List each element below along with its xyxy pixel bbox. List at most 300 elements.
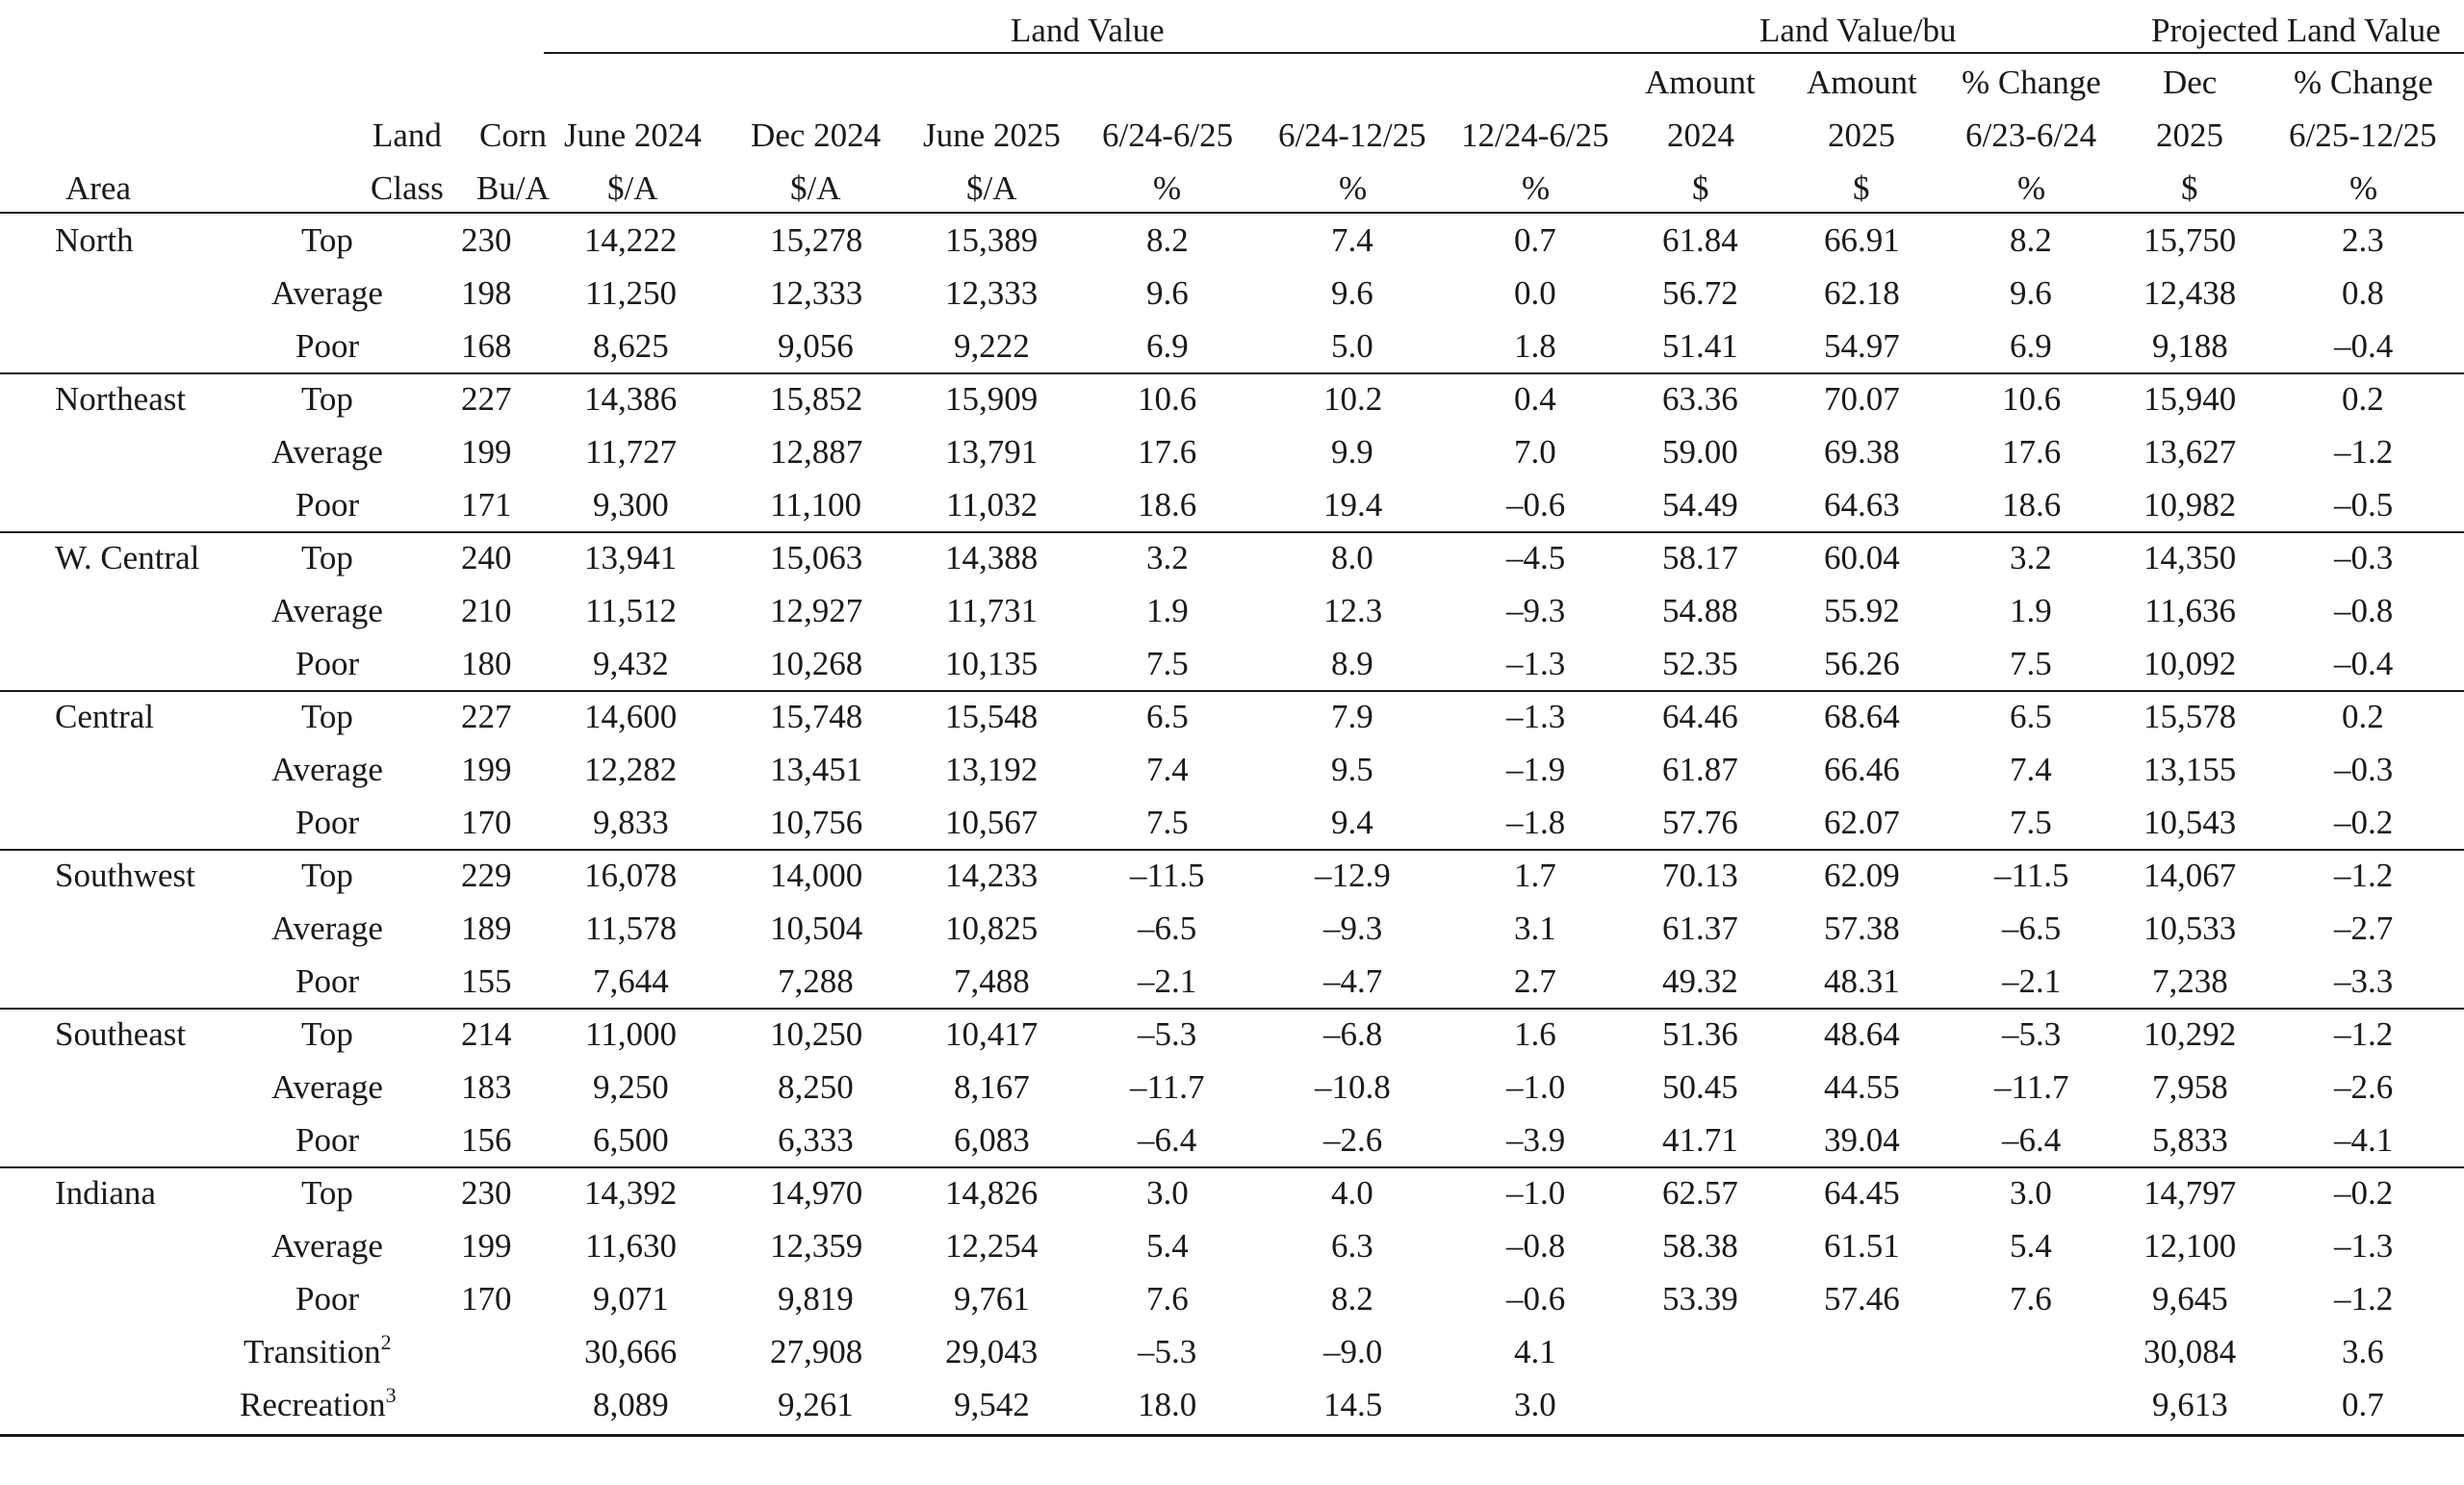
cell-corn-yield: 199 <box>461 751 512 788</box>
column-header-area: Area <box>65 169 132 207</box>
cell-amount-2025: 60.04 <box>1824 539 1900 576</box>
cell-projected-dec-2025: 10,533 <box>2143 909 2237 947</box>
cell-june-2024: 11,512 <box>585 592 677 629</box>
cell-dec-2024: 6,333 <box>778 1121 854 1159</box>
land-class-label: Average <box>271 1068 383 1106</box>
cell-june-2024: 8,089 <box>593 1386 669 1423</box>
cell-change-6-24-12-25: 12.3 <box>1323 592 1383 629</box>
cell-amount-2024: 63.36 <box>1662 380 1738 418</box>
cell-change-12-24-6-25: –0.8 <box>1506 1227 1566 1265</box>
cell-projected-change: 0.8 <box>2342 274 2384 312</box>
land-class-label: Poor <box>295 645 360 682</box>
cell-change-12-24-6-25: 1.6 <box>1514 1015 1556 1053</box>
cell-change-12-24-6-25: 0.0 <box>1514 274 1556 312</box>
cell-change-6-24-6-25: –5.3 <box>1138 1015 1197 1053</box>
cell-amount-2025: 66.46 <box>1824 751 1900 788</box>
area-separator-rule <box>0 1008 2464 1010</box>
cell-change-12-24-6-25: 3.1 <box>1514 909 1556 947</box>
cell-june-2025: 14,826 <box>945 1174 1039 1212</box>
cell-corn-yield: 180 <box>461 645 512 682</box>
cell-change-6-24-12-25: 8.2 <box>1331 1280 1373 1318</box>
cell-amount-2024: 49.32 <box>1662 962 1738 1000</box>
cell-dec-2024: 15,063 <box>770 539 863 576</box>
cell-june-2025: 13,791 <box>945 433 1039 471</box>
cell-change-6-24-6-25: –2.1 <box>1138 962 1197 1000</box>
cell-change-6-24-12-25: 4.0 <box>1331 1174 1373 1212</box>
cell-dec-2024: 12,887 <box>770 433 863 471</box>
cell-projected-change: 0.2 <box>2342 380 2384 418</box>
cell-dec-2024: 14,970 <box>770 1174 863 1212</box>
cell-corn-yield: 227 <box>461 698 512 735</box>
cell-change-6-24-6-25: 18.6 <box>1138 486 1197 524</box>
area-separator-rule <box>0 849 2464 851</box>
cell-projected-change: –0.4 <box>2334 327 2394 365</box>
cell-june-2025: 6,083 <box>954 1121 1030 1159</box>
land-class-label: Top <box>301 1015 353 1053</box>
cell-corn-yield: 210 <box>461 592 512 629</box>
land-class-label: Poor <box>295 486 360 524</box>
cell-projected-dec-2025: 14,797 <box>2143 1174 2237 1212</box>
cell-bu-change-6-23-6-24: 6.9 <box>2010 327 2052 365</box>
cell-june-2025: 15,548 <box>945 698 1039 735</box>
cell-change-6-24-6-25: 7.6 <box>1146 1280 1189 1318</box>
cell-amount-2024: 64.46 <box>1662 698 1738 735</box>
cell-june-2024: 11,630 <box>585 1227 677 1265</box>
land-class-label: Transition$^2$ <box>244 1330 392 1370</box>
cell-amount-2024: 56.72 <box>1662 274 1738 312</box>
cell-change-12-24-6-25: 0.4 <box>1514 380 1556 418</box>
cell-amount-2025: 62.18 <box>1824 274 1900 312</box>
cell-dec-2024: 14,000 <box>770 857 863 894</box>
column-header-change-6-24-12-25: 6/24-12/25 <box>1278 116 1426 154</box>
cell-june-2024: 14,222 <box>584 221 678 259</box>
cell-bu-change-6-23-6-24: 5.4 <box>2010 1227 2052 1265</box>
cell-change-6-24-12-25: 8.9 <box>1331 645 1373 682</box>
cell-june-2025: 29,043 <box>945 1333 1039 1370</box>
cell-change-6-24-12-25: 6.3 <box>1331 1227 1373 1265</box>
cell-dec-2024: 10,504 <box>770 909 863 947</box>
column-header-change-6-24-6-25: % <box>1153 169 1182 207</box>
cell-bu-change-6-23-6-24: 1.9 <box>2010 592 2052 629</box>
cell-change-12-24-6-25: 0.7 <box>1514 221 1556 259</box>
cell-june-2025: 7,488 <box>954 962 1030 1000</box>
cell-change-6-24-6-25: 18.0 <box>1138 1386 1197 1423</box>
area-name: Central <box>55 698 155 735</box>
cell-bu-change-6-23-6-24: 17.6 <box>2002 433 2062 471</box>
area-name: Southwest <box>55 857 195 894</box>
cell-amount-2024: 61.37 <box>1662 909 1738 947</box>
cell-projected-dec-2025: 13,627 <box>2143 433 2237 471</box>
cell-amount-2024: 59.00 <box>1662 433 1738 471</box>
land-class-label: Top <box>301 221 353 259</box>
cell-june-2025: 10,567 <box>945 804 1039 841</box>
cell-change-12-24-6-25: –1.9 <box>1506 751 1566 788</box>
cell-projected-change: –0.8 <box>2334 592 2394 629</box>
cell-projected-dec-2025: 11,636 <box>2144 592 2236 629</box>
cell-change-6-24-6-25: –5.3 <box>1138 1333 1197 1370</box>
cell-corn-yield: 171 <box>461 486 512 524</box>
area-name: Northeast <box>55 380 187 418</box>
column-header-dec-2024: $/A <box>790 169 841 207</box>
cell-change-6-24-12-25: 7.9 <box>1331 698 1373 735</box>
cell-projected-change: –0.3 <box>2334 539 2394 576</box>
cell-corn-yield: 199 <box>461 433 512 471</box>
cell-june-2024: 6,500 <box>593 1121 669 1159</box>
cell-dec-2024: 8,250 <box>778 1068 854 1106</box>
column-header-projected-dec-2025: $ <box>2181 169 2198 207</box>
land-class-label: Poor <box>295 962 360 1000</box>
cell-amount-2024: 50.45 <box>1662 1068 1738 1106</box>
cell-dec-2024: 10,268 <box>770 645 863 682</box>
land-class-label: Average <box>271 909 383 947</box>
cell-june-2024: 11,727 <box>585 433 677 471</box>
cell-projected-dec-2025: 14,067 <box>2143 857 2237 894</box>
cell-june-2024: 11,578 <box>585 909 677 947</box>
land-class-label: Top <box>301 1174 353 1212</box>
cell-amount-2025: 66.91 <box>1824 221 1900 259</box>
cell-projected-dec-2025: 30,084 <box>2143 1333 2237 1370</box>
table-bottom-rule <box>0 1434 2464 1437</box>
cell-change-6-24-6-25: –11.7 <box>1130 1068 1205 1106</box>
cell-june-2025: 14,233 <box>945 857 1039 894</box>
cell-change-6-24-12-25: 19.4 <box>1323 486 1383 524</box>
footnote-marker: 2 <box>380 1330 392 1354</box>
cell-june-2025: 10,417 <box>945 1015 1039 1053</box>
cell-change-6-24-6-25: 3.2 <box>1146 539 1189 576</box>
land-class-label: Recreation$^3$ <box>240 1383 397 1423</box>
cell-amount-2024: 51.36 <box>1662 1015 1738 1053</box>
cell-change-12-24-6-25: –4.5 <box>1506 539 1566 576</box>
cell-change-6-24-6-25: 6.5 <box>1146 698 1189 735</box>
group-header-projected-land-value: Projected Land Value <box>2151 12 2441 49</box>
cell-projected-change: –1.2 <box>2334 433 2394 471</box>
cell-corn-yield: 168 <box>461 327 512 365</box>
cell-june-2025: 12,254 <box>945 1227 1039 1265</box>
group-header-land-value-bu: Land Value/bu <box>1759 12 1957 49</box>
column-header-projected-dec-2025: 2025 <box>2156 116 2223 154</box>
column-header-change-6-24-6-25: 6/24-6/25 <box>1102 116 1234 154</box>
cell-june-2024: 12,282 <box>584 751 678 788</box>
cell-change-6-24-12-25: 5.0 <box>1331 327 1373 365</box>
area-name: North <box>55 221 134 259</box>
cell-amount-2025: 61.51 <box>1824 1227 1900 1265</box>
land-class-label: Average <box>271 1227 383 1265</box>
cell-dec-2024: 9,819 <box>778 1280 854 1318</box>
cell-change-12-24-6-25: –1.3 <box>1506 698 1566 735</box>
cell-june-2025: 15,909 <box>945 380 1039 418</box>
cell-change-6-24-6-25: 9.6 <box>1146 274 1189 312</box>
cell-amount-2025: 56.26 <box>1824 645 1900 682</box>
cell-dec-2024: 15,278 <box>770 221 863 259</box>
cell-amount-2024: 54.49 <box>1662 486 1738 524</box>
column-header-corn-yield: Corn <box>479 116 547 154</box>
cell-change-6-24-6-25: –6.4 <box>1138 1121 1197 1159</box>
cell-june-2025: 9,222 <box>954 327 1030 365</box>
column-header-change-6-24-12-25: % <box>1339 169 1368 207</box>
cell-june-2025: 9,542 <box>954 1386 1030 1423</box>
cell-june-2025: 13,192 <box>945 751 1039 788</box>
area-name: Southeast <box>55 1015 187 1053</box>
cell-june-2024: 7,644 <box>593 962 669 1000</box>
cell-bu-change-6-23-6-24: –11.5 <box>1994 857 2069 894</box>
cell-amount-2024: 54.88 <box>1662 592 1738 629</box>
column-header-amount-2024: $ <box>1692 169 1709 207</box>
cell-bu-change-6-23-6-24: 6.5 <box>2010 698 2052 735</box>
cell-projected-dec-2025: 5,833 <box>2152 1121 2228 1159</box>
cell-june-2024: 9,300 <box>593 486 669 524</box>
cell-dec-2024: 7,288 <box>778 962 854 1000</box>
cell-june-2025: 9,761 <box>954 1280 1030 1318</box>
cell-corn-yield: 155 <box>461 962 512 1000</box>
cell-change-12-24-6-25: 1.8 <box>1514 327 1556 365</box>
cell-dec-2024: 12,333 <box>770 274 863 312</box>
cell-bu-change-6-23-6-24: 7.5 <box>2010 804 2052 841</box>
cell-projected-change: –0.2 <box>2334 804 2394 841</box>
cell-dec-2024: 15,748 <box>770 698 863 735</box>
cell-change-6-24-6-25: 1.9 <box>1146 592 1189 629</box>
area-separator-rule <box>0 690 2464 692</box>
column-header-change-12-24-6-25: 12/24-6/25 <box>1461 116 1609 154</box>
cell-june-2025: 8,167 <box>954 1068 1030 1106</box>
cell-june-2025: 11,731 <box>946 592 1038 629</box>
cell-projected-change: 0.7 <box>2342 1386 2384 1423</box>
cell-projected-change: 3.6 <box>2342 1333 2384 1370</box>
land-class-label: Poor <box>295 804 360 841</box>
cell-change-12-24-6-25: 7.0 <box>1514 433 1556 471</box>
cell-amount-2025: 48.64 <box>1824 1015 1900 1053</box>
cell-june-2024: 11,000 <box>585 1015 677 1053</box>
column-header-amount-2025: Amount <box>1807 64 1917 101</box>
land-class-label: Average <box>271 274 383 312</box>
cell-projected-dec-2025: 7,238 <box>2152 962 2228 1000</box>
column-header-bu-change-6-23-6-24: 6/23-6/24 <box>1965 116 2097 154</box>
cell-change-12-24-6-25: 4.1 <box>1514 1333 1556 1370</box>
cell-projected-dec-2025: 15,940 <box>2143 380 2237 418</box>
cell-corn-yield: 183 <box>461 1068 512 1106</box>
cell-june-2024: 14,600 <box>584 698 678 735</box>
column-header-projected-change: 6/25-12/25 <box>2289 116 2437 154</box>
land-class-label: Poor <box>295 1121 360 1159</box>
cell-change-6-24-6-25: 8.2 <box>1146 221 1189 259</box>
cell-corn-yield: 189 <box>461 909 512 947</box>
column-header-amount-2024: Amount <box>1645 64 1756 101</box>
cell-projected-change: –0.4 <box>2334 645 2394 682</box>
cell-projected-dec-2025: 10,543 <box>2143 804 2237 841</box>
cell-corn-yield: 240 <box>461 539 512 576</box>
cell-corn-yield: 170 <box>461 804 512 841</box>
cell-change-6-24-12-25: –10.8 <box>1315 1068 1391 1106</box>
cell-bu-change-6-23-6-24: 3.2 <box>2010 539 2052 576</box>
column-header-amount-2025: $ <box>1853 169 1870 207</box>
cell-dec-2024: 12,359 <box>770 1227 863 1265</box>
cell-projected-dec-2025: 10,982 <box>2143 486 2237 524</box>
column-header-june-2024: $/A <box>607 169 658 207</box>
cell-amount-2024: 58.17 <box>1662 539 1738 576</box>
cell-amount-2025: 55.92 <box>1824 592 1900 629</box>
cell-projected-change: –1.3 <box>2334 1227 2394 1265</box>
column-header-bu-change-6-23-6-24: % Change <box>1962 64 2101 101</box>
land-class-label: Poor <box>295 1280 360 1318</box>
land-class-label: Top <box>301 698 353 735</box>
area-name: W. Central <box>55 539 200 576</box>
cell-projected-change: –3.3 <box>2334 962 2394 1000</box>
cell-bu-change-6-23-6-24: –5.3 <box>2002 1015 2062 1053</box>
cell-change-6-24-12-25: –9.0 <box>1323 1333 1383 1370</box>
area-separator-rule <box>0 531 2464 533</box>
cell-projected-dec-2025: 12,100 <box>2143 1227 2237 1265</box>
cell-projected-dec-2025: 7,958 <box>2152 1068 2228 1106</box>
cell-change-6-24-12-25: –6.8 <box>1323 1015 1383 1053</box>
cell-change-6-24-12-25: 9.6 <box>1331 274 1373 312</box>
column-header-corn-yield: Bu/A <box>476 169 550 207</box>
cell-projected-dec-2025: 15,750 <box>2143 221 2237 259</box>
cell-change-6-24-12-25: 14.5 <box>1323 1386 1383 1423</box>
cell-amount-2025: 62.07 <box>1824 804 1900 841</box>
cell-dec-2024: 15,852 <box>770 380 863 418</box>
cell-change-6-24-12-25: –2.6 <box>1323 1121 1383 1159</box>
cell-change-12-24-6-25: –0.6 <box>1506 486 1566 524</box>
cell-projected-change: –2.6 <box>2334 1068 2394 1106</box>
cell-corn-yield: 214 <box>461 1015 512 1053</box>
cell-amount-2024: 53.39 <box>1662 1280 1738 1318</box>
column-header-land-class: Land <box>372 116 442 154</box>
cell-projected-dec-2025: 10,292 <box>2143 1015 2237 1053</box>
cell-projected-change: –2.7 <box>2334 909 2394 947</box>
cell-change-12-24-6-25: –1.8 <box>1506 804 1566 841</box>
cell-change-6-24-6-25: 17.6 <box>1138 433 1197 471</box>
cell-amount-2025: 39.04 <box>1824 1121 1900 1159</box>
footnote-marker: 3 <box>385 1383 397 1407</box>
cell-june-2025: 10,135 <box>945 645 1039 682</box>
cell-projected-change: –0.5 <box>2334 486 2394 524</box>
cell-projected-dec-2025: 9,188 <box>2152 327 2228 365</box>
cell-change-12-24-6-25: –1.0 <box>1506 1068 1566 1106</box>
cell-june-2024: 9,833 <box>593 804 669 841</box>
cell-bu-change-6-23-6-24: 3.0 <box>2010 1174 2052 1212</box>
cell-june-2024: 14,392 <box>584 1174 678 1212</box>
cell-change-6-24-6-25: –6.5 <box>1138 909 1197 947</box>
cell-change-12-24-6-25: 3.0 <box>1514 1386 1556 1423</box>
column-header-bu-change-6-23-6-24: % <box>2017 169 2046 207</box>
group-header-rule <box>544 52 2464 54</box>
cell-june-2025: 10,825 <box>945 909 1039 947</box>
column-header-land-class: Class <box>371 169 444 207</box>
cell-amount-2025: 68.64 <box>1824 698 1900 735</box>
cell-amount-2025: 48.31 <box>1824 962 1900 1000</box>
cell-change-6-24-12-25: 9.5 <box>1331 751 1373 788</box>
cell-projected-change: –4.1 <box>2334 1121 2394 1159</box>
cell-change-12-24-6-25: 1.7 <box>1514 857 1556 894</box>
column-header-june-2025: $/A <box>966 169 1017 207</box>
column-header-dec-2024: Dec 2024 <box>751 116 882 154</box>
cell-june-2024: 14,386 <box>584 380 678 418</box>
cell-amount-2024: 62.57 <box>1662 1174 1738 1212</box>
cell-change-12-24-6-25: –9.3 <box>1506 592 1566 629</box>
cell-bu-change-6-23-6-24: 7.5 <box>2010 645 2052 682</box>
cell-corn-yield: 227 <box>461 380 512 418</box>
cell-change-6-24-6-25: –11.5 <box>1130 857 1205 894</box>
cell-corn-yield: 230 <box>461 1174 512 1212</box>
cell-projected-dec-2025: 9,613 <box>2152 1386 2228 1423</box>
column-header-projected-change: % <box>2349 169 2378 207</box>
land-class-label: Average <box>271 751 383 788</box>
cell-dec-2024: 13,451 <box>770 751 863 788</box>
cell-bu-change-6-23-6-24: –11.7 <box>1994 1068 2069 1106</box>
cell-bu-change-6-23-6-24: –2.1 <box>2002 962 2062 1000</box>
cell-amount-2025: 69.38 <box>1824 433 1900 471</box>
cell-projected-dec-2025: 10,092 <box>2143 645 2237 682</box>
cell-change-6-24-12-25: –12.9 <box>1315 857 1391 894</box>
cell-projected-dec-2025: 12,438 <box>2143 274 2237 312</box>
cell-corn-yield: 230 <box>461 221 512 259</box>
cell-amount-2025: 64.45 <box>1824 1174 1900 1212</box>
cell-corn-yield: 199 <box>461 1227 512 1265</box>
cell-dec-2024: 10,250 <box>770 1015 863 1053</box>
cell-amount-2024: 41.71 <box>1662 1121 1738 1159</box>
cell-june-2024: 13,941 <box>584 539 678 576</box>
cell-change-6-24-6-25: 10.6 <box>1138 380 1197 418</box>
cell-projected-change: –1.2 <box>2334 857 2394 894</box>
cell-corn-yield: 198 <box>461 274 512 312</box>
group-header-land-value: Land Value <box>1011 12 1165 49</box>
cell-bu-change-6-23-6-24: 7.6 <box>2010 1280 2052 1318</box>
cell-change-6-24-12-25: 8.0 <box>1331 539 1373 576</box>
land-class-label: Average <box>271 433 383 471</box>
cell-change-6-24-12-25: –9.3 <box>1323 909 1383 947</box>
cell-change-6-24-12-25: –4.7 <box>1323 962 1383 1000</box>
column-header-june-2025: June 2025 <box>923 116 1061 154</box>
cell-change-6-24-6-25: 7.5 <box>1146 645 1189 682</box>
cell-bu-change-6-23-6-24: 7.4 <box>2010 751 2052 788</box>
cell-june-2024: 9,250 <box>593 1068 669 1106</box>
cell-projected-change: –1.2 <box>2334 1015 2394 1053</box>
cell-change-6-24-6-25: 6.9 <box>1146 327 1189 365</box>
cell-amount-2024: 58.38 <box>1662 1227 1738 1265</box>
cell-amount-2024: 61.84 <box>1662 221 1738 259</box>
header-rule <box>0 212 2464 214</box>
cell-change-6-24-6-25: 5.4 <box>1146 1227 1189 1265</box>
cell-change-12-24-6-25: –1.0 <box>1506 1174 1566 1212</box>
cell-dec-2024: 27,908 <box>770 1333 863 1370</box>
cell-june-2024: 8,625 <box>593 327 669 365</box>
cell-corn-yield: 170 <box>461 1280 512 1318</box>
cell-amount-2025: 44.55 <box>1824 1068 1900 1106</box>
cell-bu-change-6-23-6-24: 8.2 <box>2010 221 2052 259</box>
cell-june-2025: 15,389 <box>945 221 1039 259</box>
cell-corn-yield: 229 <box>461 857 512 894</box>
cell-projected-change: 0.2 <box>2342 698 2384 735</box>
cell-projected-change: –0.2 <box>2334 1174 2394 1212</box>
land-class-label: Poor <box>295 327 360 365</box>
cell-projected-change: –1.2 <box>2334 1280 2394 1318</box>
cell-projected-change: –0.3 <box>2334 751 2394 788</box>
cell-june-2024: 16,078 <box>584 857 678 894</box>
cell-june-2024: 9,432 <box>593 645 669 682</box>
column-header-amount-2025: 2025 <box>1828 116 1895 154</box>
cell-dec-2024: 12,927 <box>770 592 863 629</box>
cell-bu-change-6-23-6-24: –6.4 <box>2002 1121 2062 1159</box>
cell-bu-change-6-23-6-24: 10.6 <box>2002 380 2062 418</box>
cell-projected-dec-2025: 9,645 <box>2152 1280 2228 1318</box>
cell-june-2025: 14,388 <box>945 539 1039 576</box>
column-header-change-12-24-6-25: % <box>1522 169 1551 207</box>
cell-amount-2025: 70.07 <box>1824 380 1900 418</box>
column-header-projected-change: % Change <box>2294 64 2433 101</box>
cell-change-12-24-6-25: –0.6 <box>1506 1280 1566 1318</box>
cell-dec-2024: 9,261 <box>778 1386 854 1423</box>
column-header-amount-2024: 2024 <box>1667 116 1734 154</box>
cell-projected-dec-2025: 13,155 <box>2143 751 2237 788</box>
